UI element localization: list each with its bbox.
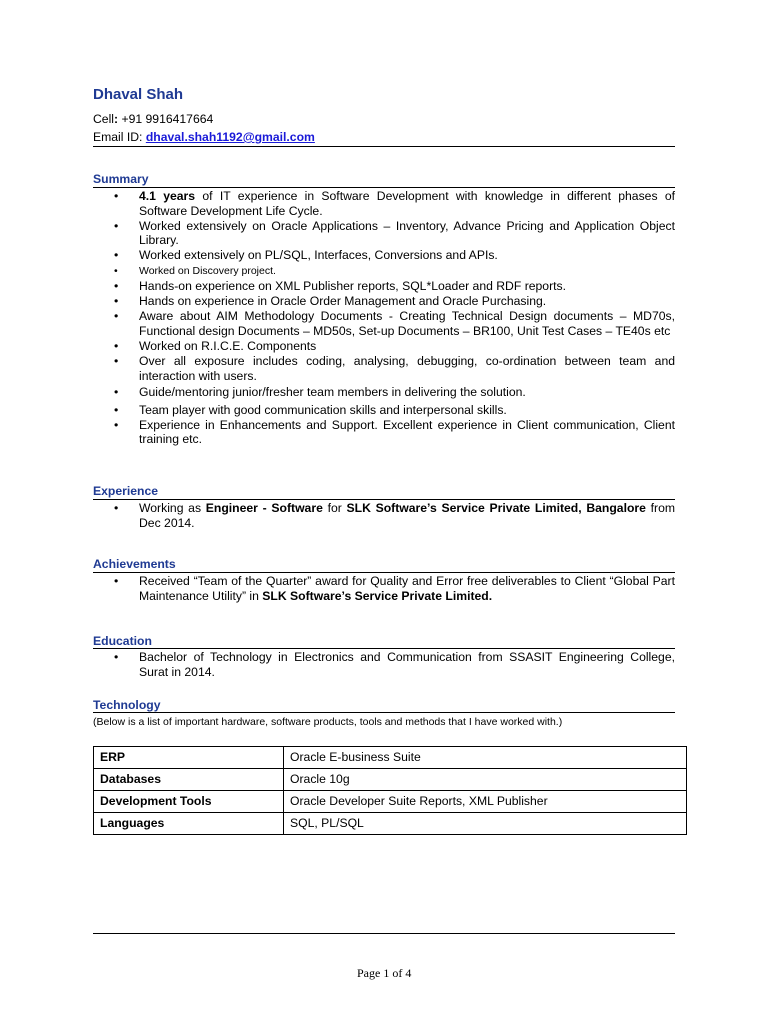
list-item: • Aware about AIM Methodology Documents - Creating Technical Design documents – MD70s, Functional design Documents – MD50s, Set-up Documents – BR100, Unit Test Cases – TE40s etc [93, 309, 675, 338]
cell-colon: : [114, 112, 119, 126]
list-item: • Hands on experience in Oracle Order Management and Oracle Purchasing. [93, 294, 675, 309]
email-line [93, 130, 315, 145]
table-row [94, 813, 687, 835]
technology-divider [93, 712, 675, 713]
list-item: • Team player with good communication skills and interpersonal skills. [93, 403, 675, 418]
table-key: Languages [94, 813, 284, 835]
experience-role: Engineer - Software [205, 501, 323, 515]
technology-note: (Below is a list of important hardware, software products, tools and methods that I have worked with.) [93, 716, 563, 728]
achievements-company: SLK Software’s Service Private Limited. [262, 588, 493, 603]
experience-title: Experience [93, 484, 159, 498]
education-list [93, 650, 675, 679]
table-value: SQL, PL/SQL [284, 813, 687, 835]
list-item: • Bachelor of Technology in Electronics and Communication from SSASIT Engineering College, Surat in 2014. [93, 650, 675, 679]
list-item: • Worked on Discovery project. [93, 264, 675, 279]
technology-table [93, 746, 687, 835]
cell-value: +91 9916417664 [118, 112, 214, 126]
education-divider [93, 648, 675, 649]
table-value: Oracle E-business Suite [284, 747, 687, 769]
achievements-list [93, 574, 675, 603]
list-item: • Over all exposure includes coding, analysing, debugging, co-ordination between team and interaction with users. [93, 354, 675, 383]
table-value: Oracle 10g [284, 769, 687, 791]
list-item: • Experience in Enhancements and Support. Excellent experience in Client communication, Client training etc. [93, 418, 675, 447]
experience-company: SLK Software’s Service Private Limited, Bangalore [346, 501, 646, 515]
candidate-name: Dhaval Shah [93, 86, 184, 103]
email-link[interactable]: dhaval.shah1192@gmail.com [145, 130, 315, 144]
technology-title: Technology [93, 698, 161, 712]
summary-divider [93, 187, 675, 188]
list-item: • Worked extensively on PL/SQL, Interfaces, Conversions and APIs. [93, 248, 675, 263]
achievements-divider [93, 572, 675, 573]
footer-divider [93, 933, 675, 934]
page-number: Page 1 of 4 [357, 966, 412, 980]
header-divider [93, 146, 675, 147]
list-item: • Worked extensively on Oracle Applications – Inventory, Advance Pricing and Application Object Library. [93, 219, 675, 248]
experience-divider [93, 499, 675, 500]
table-value: Oracle Developer Suite Reports, XML Publisher [284, 791, 687, 813]
cell-line [93, 112, 213, 127]
summary-years: 4.1 years [139, 189, 196, 203]
table-row [94, 769, 687, 791]
table-key: Development Tools [94, 791, 284, 813]
experience-list [93, 501, 675, 530]
achievements-title: Achievements [93, 557, 176, 571]
table-row [94, 791, 687, 813]
summary-list [93, 189, 675, 447]
list-item: • Worked on R.I.C.E. Components [93, 339, 675, 354]
education-title: Education [93, 634, 152, 648]
list-item: • Guide/mentoring junior/fresher team members in delivering the solution. [93, 385, 675, 400]
list-item: • Working as Engineer - Software for SLK Software’s Service Private Limited, Bangalore from Dec 2014. [93, 501, 675, 530]
cell-label: Cell [93, 112, 114, 126]
email-label: Email ID: [93, 130, 146, 144]
table-key: Databases [94, 769, 284, 791]
list-item: • Received “Team of the Quarter” award for Quality and Error free deliverables to Client “Global Part Maintenance Utility” in SLK Software’s Service Private Limited. [93, 574, 675, 603]
summary-title: Summary [93, 172, 149, 186]
list-item: • Hands-on experience on XML Publisher reports, SQL*Loader and RDF reports. [93, 279, 675, 294]
table-row [94, 747, 687, 769]
table-key: ERP [94, 747, 284, 769]
list-item: • 4.1 years of IT experience in Software Development with knowledge in different phases of Software Development Life Cycle. [93, 189, 675, 218]
